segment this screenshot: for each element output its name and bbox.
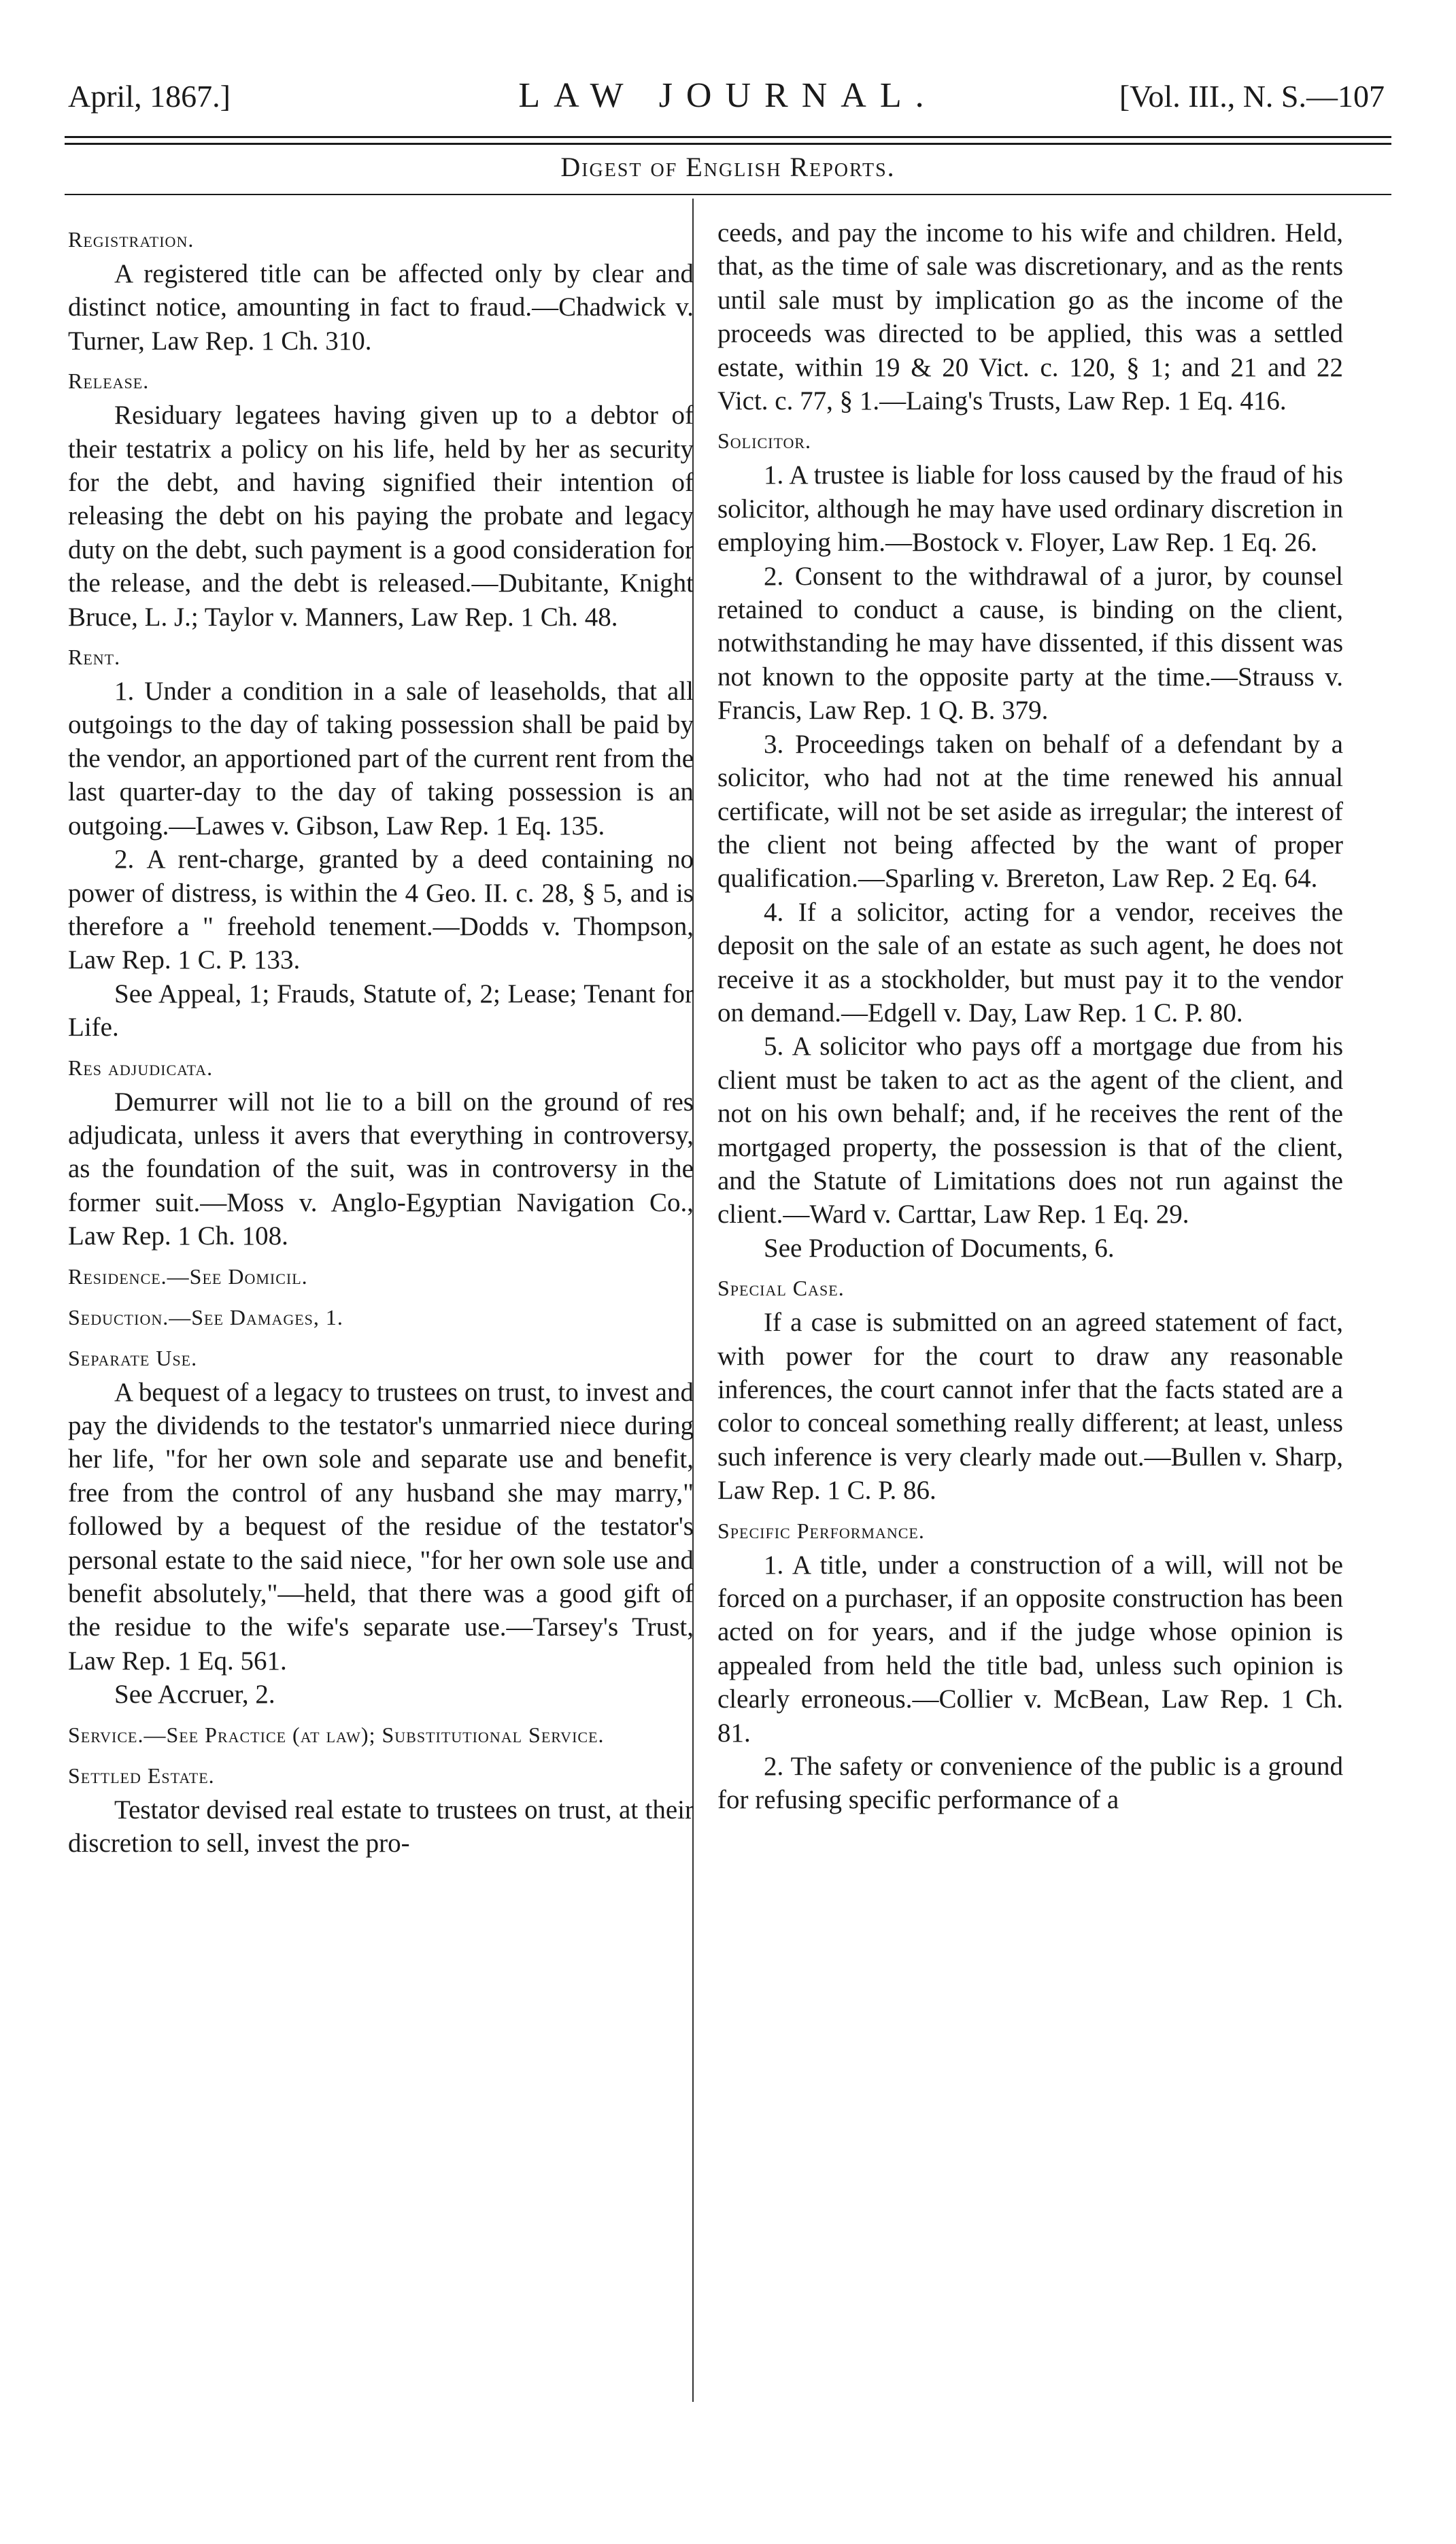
- header-rule-bottom: [65, 143, 1391, 145]
- issue-date: April, 1867.]: [68, 79, 231, 114]
- entry-text: 1. Under a condition in a sale of leaseholds, that all outgoings to the day of taking possession shall be paid by the vendor, an apportioned part of the current rent from the last quarter-day to the day of taking possession is an outgoing.—Lawes v. Gibson, Law Rep. 1 Eq. 135.: [68, 677, 694, 841]
- entry-text: 1. A title, under a construction of a will, will not be forced on a purchaser, if an opposite construction has been acted on for years, and if the judge whose opinion is appealed from held the title bad, unless such opinion is clearly erroneous.—Collier v. McBean, Law Rep. 1 Ch. 81.: [717, 1550, 1343, 1748]
- entry-heading: Res adjudicata.: [68, 1055, 214, 1080]
- entry-text: A registered title can be affected only by clear and distinct notice, amounting in fact to fraud.—Chadwick v. Turner, Law Rep. 1 Ch. 310.: [68, 259, 694, 356]
- volume-page: [Vol. III., N. S.—107: [1119, 79, 1385, 114]
- entry-text-continued: ceeds, and pay the income to his wife and children. Held, that, as the time of sale was discretionary, and as the rents until sale must by implication go as the income of the proceeds was directed to be applied, this was a settled estate, within 19 & 20 Vict. c. 120, § 1; and 21 and 22 Vict. c. 77, § 1.—Laing's Trusts, Law Rep. 1 Eq. 416.: [717, 218, 1343, 416]
- left-column: [68, 216, 694, 1860]
- running-head: [54, 71, 1402, 126]
- entry-heading: Release.: [68, 369, 150, 394]
- entry-text: 2. A rent-charge, granted by a deed containing no power of distress, is within the 4 Geo. II. c. 28, § 5, and is therefore a " freehold tenement.—Dodds v. Thompson, Law Rep. 1 C. P. 133.: [68, 845, 694, 975]
- cross-reference: See Production of Documents, 6.: [764, 1233, 1115, 1263]
- header-rule-top: [65, 136, 1391, 138]
- title-rule: [65, 194, 1391, 195]
- entry-text: Residuary legatees having given up to a debtor of their testatrix a policy on his life, held by her as security for the debt, and having signified their intention of releasing the debt on his paying the probate and legacy duty on the debt, such payment is a good consideration for the release, and the debt is released.—Dubitante, Knight Bruce, L. J.; Taylor v. Manners, Law Rep. 1 Ch. 48.: [68, 401, 694, 632]
- entry-heading: Residence.—See Domicil.: [68, 1263, 308, 1289]
- entry-heading: Special Case.: [717, 1276, 845, 1301]
- entry-text: 3. Proceedings taken on behalf of a defendant by a solicitor, who had not at the time renewed his annual certificate, will not be set aside as irregular; the interest of the client not being affected by the want of proper qualification.—Sparling v. Brereton, Law Rep. 2 Eq. 64.: [717, 729, 1343, 894]
- entry-text: 5. A solicitor who pays off a mortgage due from his client must be taken to act as the agent of the client, and not on his own behalf; and, if he receives the rent of the mortgaged property, the possession is that of the client, and the Statute of Limitations does not run against the client.—Ward v. Carttar, Law Rep. 1 Eq. 29.: [717, 1032, 1343, 1229]
- entry-heading: Service.—See Practice (at law); Substitutional Service.: [68, 1722, 605, 1747]
- entry-text: Testator devised real estate to trustees on trust, at their discretion to sell, invest the pro-: [68, 1795, 694, 1859]
- entry-text: A bequest of a legacy to trustees on trust, to invest and pay the dividends to the testator's unmarried niece during her life, "for her own sole and separate use and benefit, free from the control of any husband she may marry," followed by a bequest of the residue of the testator's personal estate to the said niece, "for her own sole use and benefit absolutely,"—held, that there was a good gift of the residue to the wife's separate use.—Tarsey's Trust, Law Rep. 1 Eq. 561.: [68, 1377, 694, 1676]
- cross-reference: See Appeal, 1; Frauds, Statute of, 2; Lease; Tenant for Life.: [68, 979, 694, 1042]
- cross-reference: See Accruer, 2.: [114, 1680, 275, 1710]
- entry-heading: Seduction.—See Damages, 1.: [68, 1304, 343, 1329]
- entry-text: 2. Consent to the withdrawal of a juror, by counsel retained to conduct a cause, is binding on the client, notwithstanding he may have dissented, if this dissent was not known to the opposite party at the time.—Strauss v. Francis, Law Rep. 1 Q. B. 379.: [717, 561, 1343, 726]
- entry-text: If a case is submitted on an agreed statement of fact, with power for the court to draw any reasonable inferences, the court cannot infer that the facts stated are a color to conceal something really different; at least, unless such inference is very clearly made out.—Bullen v. Sharp, Law Rep. 1 C. P. 86.: [717, 1308, 1343, 1506]
- entry-heading: Separate Use.: [68, 1345, 198, 1370]
- entry-text: 2. The safety or convenience of the public is a ground for refusing specific performance of a: [717, 1752, 1343, 1815]
- entry-heading: Registration.: [68, 227, 194, 252]
- entry-heading: Settled Estate.: [68, 1763, 215, 1788]
- entry-text: Demurrer will not lie to a bill on the ground of res adjudicata, unless it avers that everything in controversy, as the foundation of the suit, was in controversy in the former suit.—Moss v. Anglo-Egyptian Navigation Co., Law Rep. 1 Ch. 108.: [68, 1087, 694, 1251]
- right-column: [717, 216, 1343, 1817]
- entry-heading: Specific Performance.: [717, 1518, 925, 1543]
- entry-text: 4. If a solicitor, acting for a vendor, receives the deposit on the sale of an estate as such agent, he does not receive it as a stockholder, but must pay it to the vendor on demand.—Edgell v. Day, Law Rep. 1 C. P. 80.: [717, 897, 1343, 1028]
- entry-heading: Rent.: [68, 645, 121, 670]
- entry-text: 1. A trustee is liable for loss caused by the fraud of his solicitor, although he may have used ordinary discretion in employing him.—Bostock v. Floyer, Law Rep. 1 Eq. 26.: [717, 460, 1343, 558]
- section-title: Digest of English Reports.: [560, 152, 896, 182]
- journal-title: LAW JOURNAL.: [518, 76, 938, 115]
- entry-heading: Solicitor.: [717, 428, 812, 454]
